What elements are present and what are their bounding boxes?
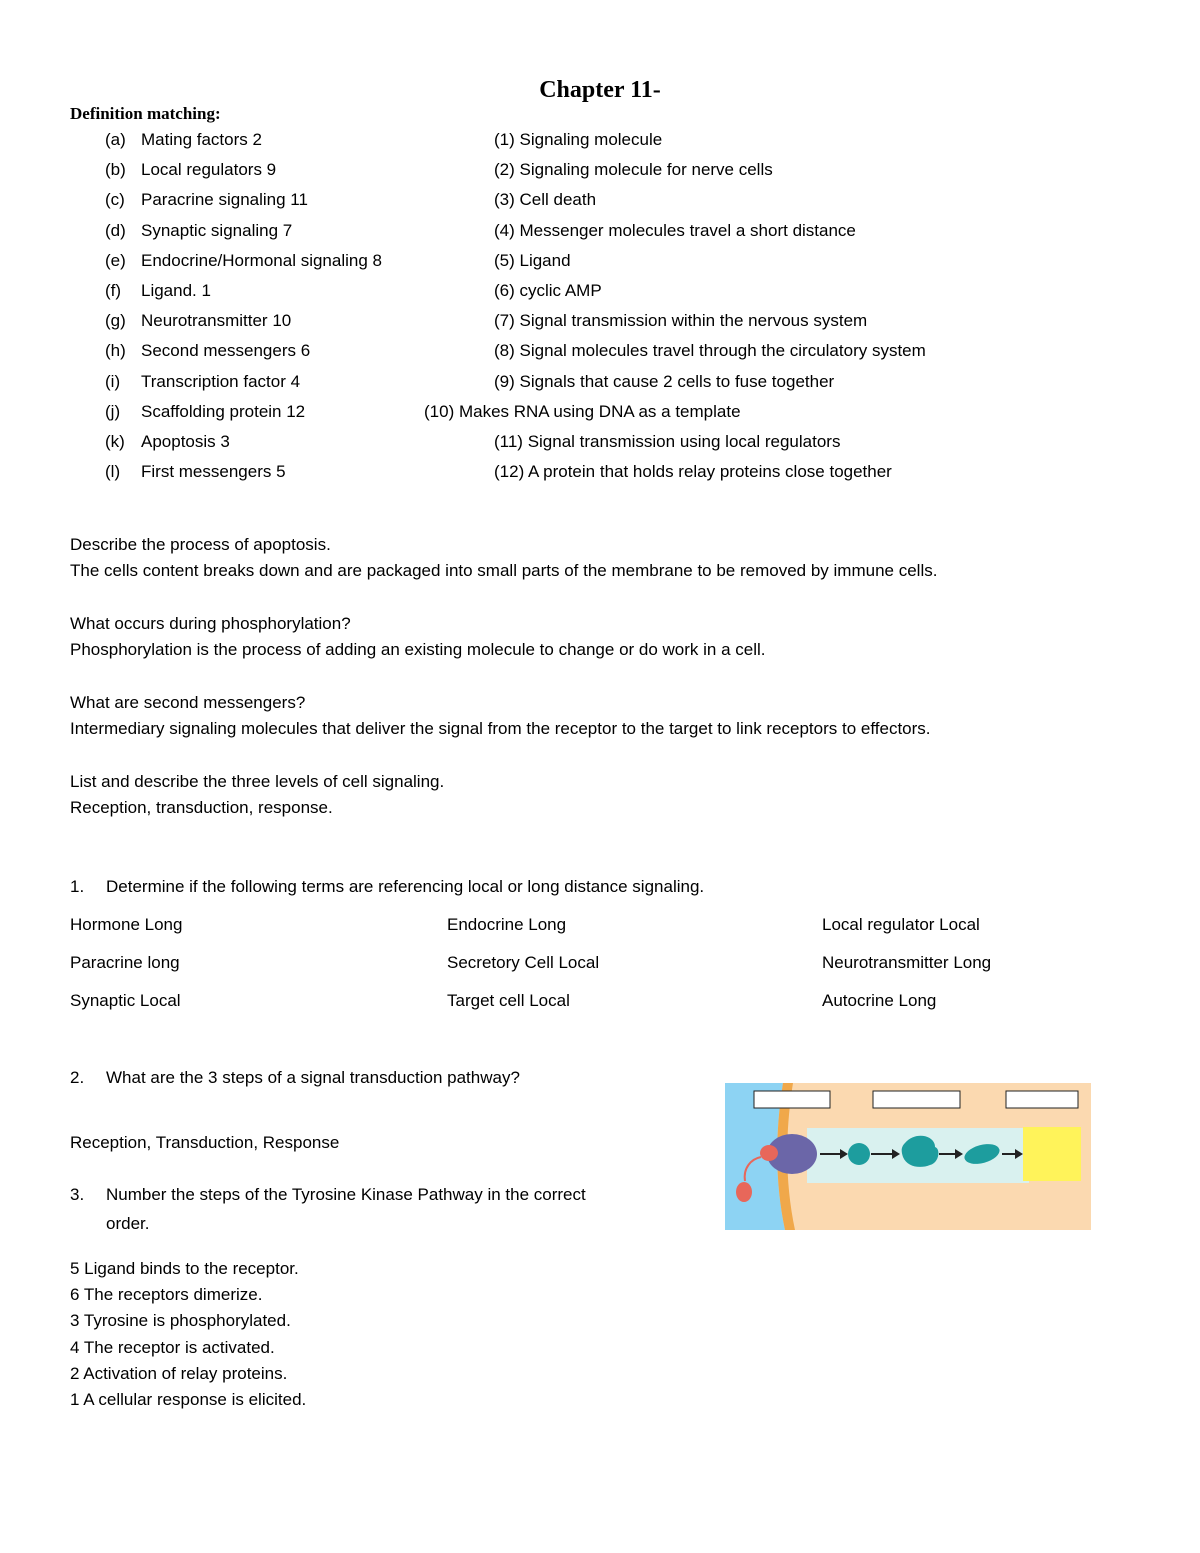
matching-letter: (k): [105, 432, 125, 451]
matching-row: [0, 402, 1200, 426]
matching-term: Neurotransmitter 10: [141, 311, 292, 330]
matching-row: [0, 190, 1200, 214]
terms-row: [70, 915, 1130, 939]
matching-definition: (3) Cell death: [494, 190, 597, 209]
term-cell: Target cell Local: [447, 991, 570, 1010]
answer-text: Phosphorylation is the process of adding an existing molecule to change or do work in a cell.: [70, 640, 766, 659]
matching-row: [0, 130, 1200, 154]
question-text: Number the steps of the Tyrosine Kinase Pathway in the correct: [106, 1185, 586, 1204]
question-text: What occurs during phosphorylation?: [70, 614, 351, 633]
matching-definition: (6) cyclic AMP: [494, 281, 602, 300]
matching-term: Apoptosis 3: [141, 432, 230, 451]
answer-text: Intermediary signaling molecules that deliver the signal from the receptor to the target to link receptors to effectors.: [70, 719, 931, 738]
question-text: Determine if the following terms are referencing local or long distance signaling.: [106, 877, 705, 896]
question-number: 1.: [70, 877, 85, 896]
question-text: Describe the process of apoptosis.: [70, 535, 331, 554]
matching-definition: (7) Signal transmission within the nervous system: [494, 311, 868, 330]
matching-term: Paracrine signaling 11: [141, 190, 308, 209]
relay-protein-1: [848, 1143, 870, 1165]
matching-letter: (g): [105, 311, 126, 330]
matching-definition: (1) Signaling molecule: [494, 130, 663, 149]
question-text: order.: [106, 1214, 150, 1233]
matching-letter: (f): [105, 281, 122, 300]
matching-term: Transcription factor 4: [141, 372, 301, 391]
matching-definition: (10) Makes RNA using DNA as a template: [424, 402, 741, 421]
matching-row: [0, 341, 1200, 365]
answer-text: Reception, Transduction, Response: [70, 1133, 340, 1152]
matching-letter: (l): [105, 462, 121, 481]
step-item: 2 Activation of relay proteins.: [70, 1364, 288, 1383]
matching-definition: (11) Signal transmission using local regulators: [494, 432, 841, 451]
term-cell: Hormone Long: [70, 915, 183, 934]
matching-definition: (8) Signal molecules travel through the circulatory system: [494, 341, 926, 360]
matching-definition: (9) Signals that cause 2 cells to fuse together: [494, 372, 835, 391]
matching-term: Ligand. 1: [141, 281, 211, 300]
term-cell: Local regulator Local: [822, 915, 980, 934]
matching-row: [0, 251, 1200, 275]
term-cell: Synaptic Local: [70, 991, 181, 1010]
answer-text: The cells content breaks down and are packaged into small parts of the membrane to be removed by immune cells.: [70, 561, 938, 580]
answer-text: Reception, transduction, response.: [70, 798, 333, 817]
question-text: What are the 3 steps of a signal transduction pathway?: [106, 1068, 520, 1087]
step-item: 3 Tyrosine is phosphorylated.: [70, 1311, 291, 1330]
signal-pathway-diagram: [725, 1083, 1091, 1230]
matching-definition: (2) Signaling molecule for nerve cells: [494, 160, 773, 179]
matching-letter: (j): [105, 402, 121, 421]
matching-term: Local regulators 9: [141, 160, 277, 179]
matching-row: [0, 372, 1200, 396]
term-cell: Paracrine long: [70, 953, 180, 972]
matching-row: [0, 281, 1200, 305]
matching-row: [0, 160, 1200, 184]
matching-letter: (e): [105, 251, 126, 270]
blank-label-box-response: [1006, 1091, 1078, 1108]
blank-label-box-transduction: [873, 1091, 960, 1108]
matching-letter: (h): [105, 341, 126, 360]
matching-definition: (5) Ligand: [494, 251, 571, 270]
question-text: List and describe the three levels of cell signaling.: [70, 772, 445, 791]
question-number: 2.: [70, 1068, 85, 1087]
page-title: Chapter 11-: [539, 77, 661, 103]
matching-term: Scaffolding protein 12: [141, 402, 306, 421]
matching-term: Endocrine/Hormonal signaling 8: [141, 251, 382, 270]
question-number: 3.: [70, 1185, 85, 1204]
question-text: What are second messengers?: [70, 693, 306, 712]
ligand-on-receptor: [760, 1145, 778, 1161]
matching-term: Mating factors 2: [141, 130, 262, 149]
matching-row: [0, 432, 1200, 456]
terms-row: [70, 991, 1130, 1015]
matching-letter: (b): [105, 160, 126, 179]
blank-label-box-reception: [754, 1091, 830, 1108]
step-item: 5 Ligand binds to the receptor.: [70, 1259, 299, 1278]
matching-definition: (12) A protein that holds relay proteins close together: [494, 462, 892, 481]
step-item: 1 A cellular response is elicited.: [70, 1390, 307, 1409]
matching-letter: (i): [105, 372, 121, 391]
response-box: [1023, 1127, 1081, 1181]
term-cell: Endocrine Long: [447, 915, 567, 934]
step-item: 4 The receptor is activated.: [70, 1338, 275, 1357]
matching-term: Synaptic signaling 7: [141, 221, 293, 240]
matching-letter: (a): [105, 130, 126, 149]
free-ligand: [736, 1182, 752, 1202]
term-cell: Autocrine Long: [822, 991, 937, 1010]
terms-row: [70, 953, 1130, 977]
term-cell: Neurotransmitter Long: [822, 953, 992, 972]
term-cell: Secretory Cell Local: [447, 953, 600, 972]
matching-term: Second messengers 6: [141, 341, 311, 360]
matching-letter: (c): [105, 190, 125, 209]
matching-letter: (d): [105, 221, 126, 240]
matching-definition: (4) Messenger molecules travel a short distance: [494, 221, 856, 240]
step-item: 6 The receptors dimerize.: [70, 1285, 263, 1304]
matching-term: First messengers 5: [141, 462, 286, 481]
matching-row: [0, 311, 1200, 335]
matching-heading: Definition matching:: [70, 104, 221, 123]
matching-row: [0, 221, 1200, 245]
matching-row: [0, 462, 1200, 486]
